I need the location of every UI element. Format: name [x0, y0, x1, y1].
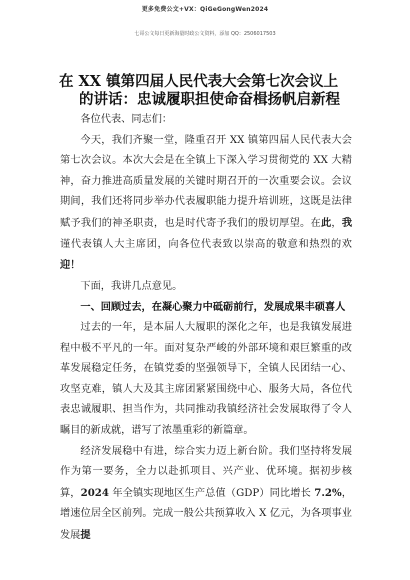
comma: ， [331, 217, 342, 229]
year-value: 2024 [80, 486, 109, 499]
title-line-2: 的讲话：忠诚履职担使命奋楫扬帆启新程 [79, 91, 340, 108]
bold-char-ying: 迎！ [60, 259, 81, 272]
paragraph-economy-start: 经济发展稳中有进，综合实力迈上新台阶。我们坚持将发展作为第一要务，全力以赴抓项目、兴产业、优环境。据初步核算， [60, 445, 352, 499]
paragraph-economy-end: 提 [80, 528, 91, 541]
bold-char-ci: 此 [320, 216, 332, 229]
paragraph-economy [60, 442, 352, 547]
sub-banner: 七哥公文每日更新海量时政公文资料，添加 QQ：2506017503 [134, 31, 276, 37]
paragraph-opening [60, 131, 352, 277]
document-body [60, 110, 352, 546]
paragraph-opening-text: 今天，我们齐聚一堂，隆重召开 XX 镇第四届人民代表大会第七次会议。本次大会是在全镇上下深入学习贯彻党的 XX 大精神，奋力推进高质量发展的关键时期召开的一次重要会议。会议期间，我们还将同步举办代表履职能力提升培训班，这既是法律赋予我们的神圣职责，也是时代寄予我们的殷切厚望。在 [60, 134, 352, 229]
section-heading-1: 一、回顾过去，在凝心聚力中砥砺前行，发展成果丰硕喜人 [80, 301, 346, 314]
bold-char-wo: 我 [341, 216, 352, 229]
title-line-1: 在 XX 镇第四届人民代表大会第七次会议上 [59, 73, 339, 90]
salutation: 各位代表、同志们： [80, 114, 173, 125]
paragraph-review: 过去的一年，是本届人大履职的深化之年，也是我镇发展进程中极不平凡的一年。面对复杂严峻的外部环境和艰巨繁重的改革发展稳定任务，在镇党委的坚强领导下，全镇人民团结一心、攻坚克难，镇人大及其主席团紧紧围绕中心、服务大局，各位代表忠诚履职、担当作为，共同推动我镇经济社会发展取得了令人瞩目的新成就，谱写了浓墨重彩的新篇章。 [60, 321, 352, 436]
growth-percent: 7.2% [314, 486, 342, 499]
paragraph-intro: 下面，我讲几点意见。 [80, 280, 183, 292]
document-title [59, 73, 379, 109]
top-banner: 更多免费公文+VX：QiGeGongWen2024 [141, 6, 269, 13]
paragraph-economy-mid: 年全镇实现地区生产总值（GDP）同比增长 [108, 487, 315, 499]
paragraph-economy-rest: ，增速位居全区前列。完成一般公共预算收入 X 亿元，为各项事业发展 [60, 487, 352, 541]
paragraph-opening-rest: 谨代表镇人大主席团，向各位代表致以崇高的敬意和热烈的欢 [60, 238, 352, 250]
